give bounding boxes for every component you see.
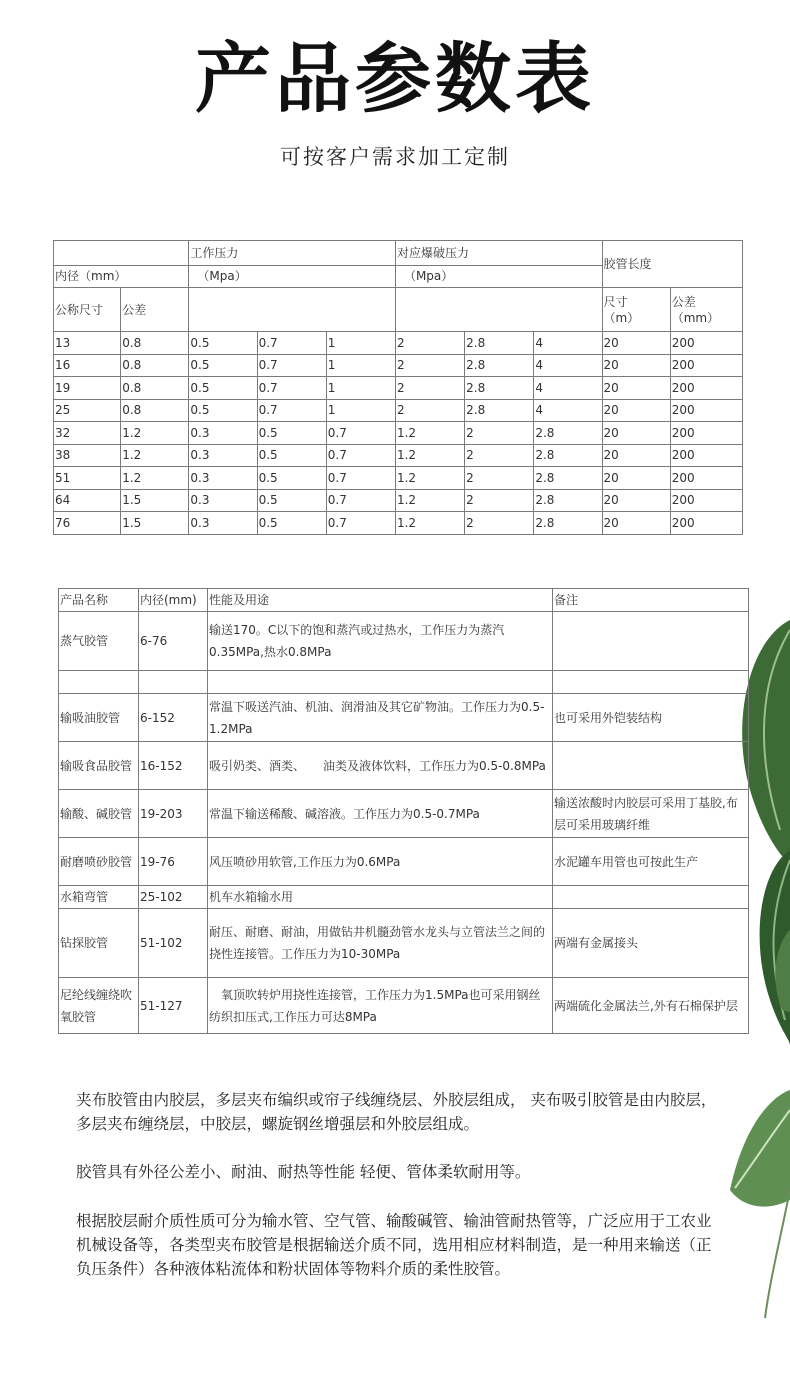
header-size-label: 尺寸 [603,294,628,309]
product-name-cell: 尼纶线缠绕吹氧胶管 [59,978,139,1034]
table-cell: 0.5 [189,332,257,355]
table-cell: 4 [534,377,602,400]
table-cell: 0.7 [326,467,395,490]
table-cell: 200 [670,512,742,535]
table-cell: 0.5 [189,354,257,377]
table-cell: 0.7 [326,489,395,512]
table-cell: 0.5 [189,399,257,422]
product-usage-cell: 吸引奶类、酒类、 油类及液体饮料，工作压力为0.5-0.8MPa [208,742,553,790]
table-row [59,694,749,742]
table-cell: 0.5 [257,489,326,512]
table-cell: 0.8 [121,354,189,377]
product-diameter-cell [139,671,208,694]
table-cell: 20 [602,467,670,490]
table-cell: 1.2 [121,422,189,445]
table-cell: 2 [465,467,534,490]
table-cell: 20 [602,444,670,467]
product-usage-cell: 氧顶吹转炉用挠性连接管，工作压力为1.5MPa也可采用钢丝纺织扣压式,工作压力可达8MPa [208,978,553,1034]
paragraph-features: 胶管具有外径公差小、耐油、耐热等性能 轻便、管体柔软耐用等。 [76,1163,531,1181]
table-cell: 0.7 [257,377,326,400]
table-cell: 2 [465,422,534,445]
table-row [54,354,743,377]
table-cell: 4 [534,354,602,377]
table-cell: 200 [670,467,742,490]
product-name-cell [59,671,139,694]
product-diameter-cell: 51-102 [139,909,208,978]
table-cell: 0.8 [121,332,189,355]
table-cell: 0.3 [189,422,257,445]
paragraph-structure: 夹布胶管由内胶层，多层夹布编织或帘子线缠绕层、外胶层组成， 夹布吸引胶管是由内胶层，多层夹布缠绕层，中胶层，螺旋钢丝增强层和外胶层组成。 [76,1091,717,1133]
table-row [59,612,749,671]
product-note-cell: 也可采用外铠装结构 [553,694,749,742]
table-cell: 0.5 [189,377,257,400]
header-tolerance2-label: 公差 [671,294,696,309]
table-cell: 16 [54,354,121,377]
table-cell: 0.3 [189,444,257,467]
table-cell: 0.7 [326,422,395,445]
product-usage-cell: 风压喷砂用软管,工作压力为0.6MPa [208,838,553,886]
product-diameter-cell: 19-203 [139,790,208,838]
table-cell: 1.2 [121,467,189,490]
table-cell: 20 [602,332,670,355]
table-cell: 2.8 [465,399,534,422]
table-cell: 2 [465,512,534,535]
table-cell: 0.8 [121,377,189,400]
table-cell: 20 [602,422,670,445]
parameter-table-body [54,332,743,535]
table-cell: 2.8 [534,489,602,512]
paragraph-applications: 根据胶层耐介质性质可分为输水管、空气管、输酸碱管、输油管耐热管等，广泛应用于工农业机械设备等，各类型夹布胶管是根据输送介质不同，选用相应材料制造，是一种用来输送（正负压条件）各种液体粘流体和粉状固体等物料介质的柔性胶管。 [76,1212,712,1278]
table-cell: 1.2 [121,444,189,467]
header-size [602,288,670,332]
table-cell: 1.2 [395,467,464,490]
table-cell: 1 [326,332,395,355]
product-name-cell: 耐磨喷砂胶管 [59,838,139,886]
table-row [59,978,749,1034]
product-table [58,588,749,1034]
header-note: 备注 [553,589,749,612]
table-cell: 0.5 [257,444,326,467]
header-usage: 性能及用途 [208,589,553,612]
page-title: 产品参数表 [195,34,595,123]
header-work-pressure: 工作压力 [189,241,396,266]
product-note-cell [553,671,749,694]
product-usage-cell: 耐压、耐磨、耐油，用做钻井机髓劲管水龙头与立管法兰之间的挠性连接管。工作压力为10-30MPa [208,909,553,978]
header-nominal-size: 公称尺寸 [54,288,121,332]
header-inner-diameter: 内径（mm） [54,265,189,288]
table-cell: 1.2 [395,444,464,467]
product-diameter-cell: 19-76 [139,838,208,886]
product-usage-cell: 常温下输送稀酸、碱溶液。工作压力为0.5-0.7MPa [208,790,553,838]
header-tolerance2-unit: （mm） [671,310,720,325]
table-cell: 25 [54,399,121,422]
header-diameter: 内径(mm) [139,589,208,612]
product-usage-cell [208,671,553,694]
table-cell: 200 [670,354,742,377]
table-row [54,444,743,467]
product-name-cell: 输吸油胶管 [59,694,139,742]
product-note-cell: 水泥罐车用管也可按此生产 [553,838,749,886]
table-row [54,512,743,535]
table-row [54,467,743,490]
table-cell: 1.5 [121,489,189,512]
table-cell: 2 [465,489,534,512]
product-note-cell: 两端硫化金属法兰,外有石棉保护层 [553,978,749,1034]
table-row [59,909,749,978]
table-cell: 1 [326,377,395,400]
page-subtitle: 可按客户需求加工定制 [280,145,510,169]
product-note-cell [553,742,749,790]
header-work-pressure-unit: （Mpa） [189,265,396,288]
table-row [54,489,743,512]
table-cell: 2.8 [534,512,602,535]
product-diameter-cell: 25-102 [139,886,208,909]
table-cell: 20 [602,377,670,400]
product-name-cell: 输酸、碱胶管 [59,790,139,838]
table-cell: 200 [670,422,742,445]
table-row [54,332,743,355]
table-cell: 0.7 [257,399,326,422]
table-cell: 0.3 [189,489,257,512]
table-cell: 1.2 [395,512,464,535]
table-cell: 0.5 [257,422,326,445]
table-cell: 2.8 [534,467,602,490]
table-cell: 200 [670,444,742,467]
parameter-table [53,240,743,535]
table-cell: 32 [54,422,121,445]
table-cell: 64 [54,489,121,512]
table-cell: 2.8 [534,444,602,467]
product-name-cell: 蒸气胶管 [59,612,139,671]
table-cell: 0.7 [257,332,326,355]
table-cell: 200 [670,399,742,422]
table-cell: 0.3 [189,467,257,490]
product-note-cell: 输送浓酸时内胶层可采用丁基胶,布层可采用玻璃纤维 [553,790,749,838]
table-cell: 0.7 [326,444,395,467]
table-cell: 76 [54,512,121,535]
table-cell: 19 [54,377,121,400]
table-cell: 13 [54,332,121,355]
table-cell: 1.2 [395,422,464,445]
table-cell: 20 [602,399,670,422]
table-cell: 1.2 [395,489,464,512]
product-note-cell [553,612,749,671]
table-cell: 2.8 [534,422,602,445]
product-name-cell: 钻探胶管 [59,909,139,978]
product-diameter-cell: 16-152 [139,742,208,790]
table-cell: 2.8 [465,377,534,400]
table-row [59,886,749,909]
header-burst-pressure-unit: （Mpa） [395,265,602,288]
table-row [54,377,743,400]
product-usage-cell: 常温下吸送汽油、机油、润滑油及其它矿物油。工作压力为0.5-1.2MPa [208,694,553,742]
product-diameter-cell: 6-76 [139,612,208,671]
table-row [59,671,749,694]
header-size-unit: （m） [603,310,640,325]
table-cell: 200 [670,332,742,355]
table-cell: 1 [326,399,395,422]
table-row [59,790,749,838]
table-row [54,422,743,445]
table-cell: 1.5 [121,512,189,535]
product-name-cell: 水箱弯管 [59,886,139,909]
table-row [59,838,749,886]
table-cell: 51 [54,467,121,490]
table-cell: 4 [534,332,602,355]
table-cell: 0.8 [121,399,189,422]
table-row [59,742,749,790]
product-diameter-cell: 6-152 [139,694,208,742]
header-tolerance2 [670,288,742,332]
product-usage-cell: 机车水箱输水用 [208,886,553,909]
table-cell: 2.8 [465,332,534,355]
table-cell: 4 [534,399,602,422]
product-table-body [59,612,749,1034]
table-cell: 2 [395,377,464,400]
header-tolerance: 公差 [121,288,189,332]
table-cell: 0.7 [257,354,326,377]
header-hose-length: 胶管长度 [602,241,742,288]
table-cell: 2.8 [465,354,534,377]
table-cell: 20 [602,489,670,512]
table-cell: 200 [670,489,742,512]
table-cell: 2 [395,354,464,377]
product-note-cell [553,886,749,909]
table-cell: 0.7 [326,512,395,535]
product-note-cell: 两端有金属接头 [553,909,749,978]
table-cell: 1 [326,354,395,377]
table-cell: 0.5 [257,467,326,490]
header-burst-pressure: 对应爆破压力 [395,241,602,266]
table-cell: 2 [465,444,534,467]
product-diameter-cell: 51-127 [139,978,208,1034]
table-cell: 38 [54,444,121,467]
table-cell: 200 [670,377,742,400]
table-cell: 2 [395,332,464,355]
table-row [54,399,743,422]
table-cell: 2 [395,399,464,422]
table-cell: 0.3 [189,512,257,535]
table-cell: 20 [602,512,670,535]
table-cell: 0.5 [257,512,326,535]
header-product-name: 产品名称 [59,589,139,612]
product-usage-cell: 输送170。C以下的饱和蒸汽或过热水，工作压力为蒸汽0.35MPa,热水0.8MPa [208,612,553,671]
product-name-cell: 输吸食品胶管 [59,742,139,790]
table-cell: 20 [602,354,670,377]
